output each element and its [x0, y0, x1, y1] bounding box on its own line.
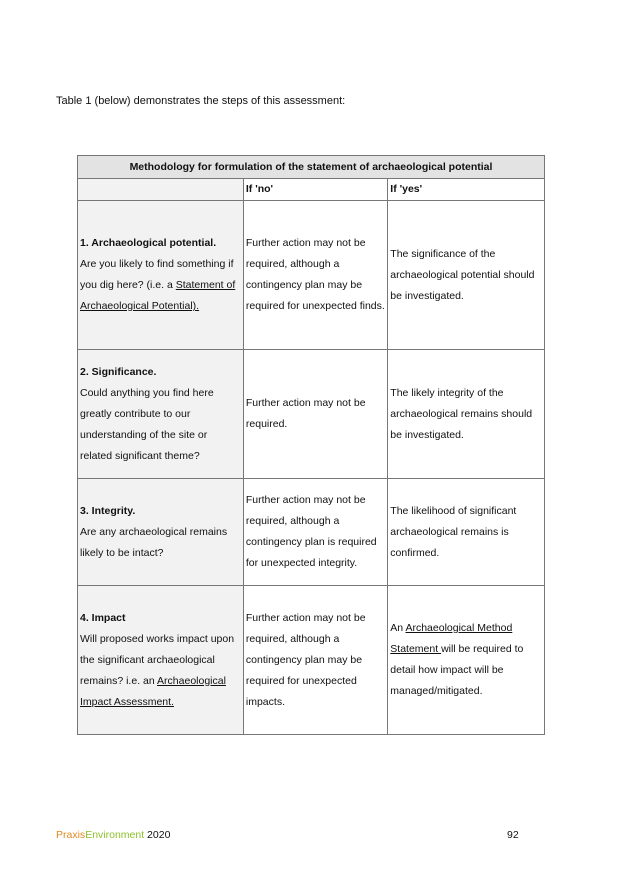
table-title: Methodology for formulation of the statement of archaeological potential — [78, 156, 545, 179]
if-no-cell: Further action may not be required, although a contingency plan may be required for unexpected finds. — [243, 201, 387, 350]
header-if-no: If 'no' — [243, 179, 387, 201]
header-if-yes: If 'yes' — [388, 179, 545, 201]
question-cell — [78, 350, 244, 479]
footer-year: 2020 — [144, 829, 171, 841]
if-yes-cell: The likelihood of significant archaeological remains is confirmed. — [388, 479, 545, 586]
question-text: Are you likely to find something if you dig here? (i.e. a — [80, 258, 234, 291]
brand-praxis: Praxis — [56, 829, 86, 841]
page-number: 92 — [507, 829, 519, 841]
statement-link[interactable]: Statement of Archaeological Potential). — [80, 279, 236, 312]
question-title: 2. Significance. — [80, 365, 157, 378]
if-yes-cell: The significance of the archaeological potential should be investigated. — [388, 201, 545, 350]
table-row — [78, 586, 545, 735]
header-empty — [78, 179, 244, 201]
if-no-cell: Further action may not be required. — [243, 350, 387, 479]
footer-brand — [56, 829, 170, 841]
table-row — [78, 201, 545, 350]
question-title: 4. Impact — [80, 611, 126, 624]
yes-text-pre: An — [390, 622, 406, 634]
question-title: 1. Archaeological potential. — [80, 237, 217, 249]
if-no-cell: Further action may not be required, although a contingency plan may be required for unexpected impacts. — [243, 586, 387, 735]
if-no-cell: Further action may not be required, although a contingency plan is required for unexpected integrity. — [243, 479, 387, 586]
question-cell — [78, 586, 244, 735]
question-cell — [78, 479, 244, 586]
question-text: Could anything you find here greatly contribute to our understanding of the site or related significant theme? — [80, 386, 214, 462]
yes-text-post: will be required to detail how impact will be managed/mitigated. — [390, 643, 524, 697]
question-text: Will proposed works impact upon the significant archaeological remains? i.e. an — [80, 632, 235, 687]
table-row — [78, 350, 545, 479]
methodology-table — [77, 155, 545, 735]
impact-assessment-link[interactable]: Archaeological Impact Assessment. — [80, 674, 226, 708]
method-statement-link[interactable]: Archaeological Method Statement — [390, 622, 513, 655]
if-yes-cell: The likely integrity of the archaeological remains should be investigated. — [388, 350, 545, 479]
question-text: Are any archaeological remains likely to be intact? — [80, 525, 228, 559]
if-yes-cell — [388, 586, 545, 735]
question-cell — [78, 201, 244, 350]
brand-environment: Environment — [85, 829, 145, 841]
question-title: 3. Integrity. — [80, 504, 136, 517]
intro-text: Table 1 (below) demonstrates the steps of this assessment: — [56, 95, 346, 107]
table-row — [78, 479, 545, 586]
